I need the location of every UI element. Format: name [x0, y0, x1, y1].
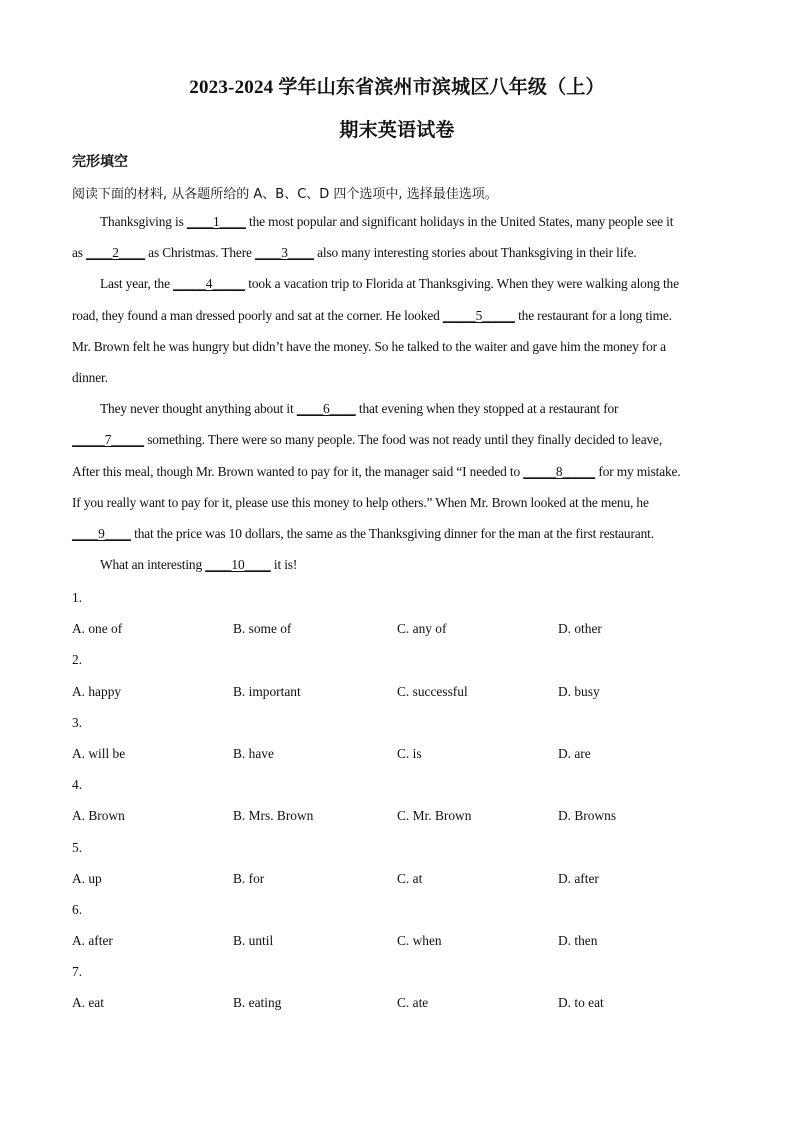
- option-b[interactable]: B. eating: [233, 995, 282, 1011]
- option-a[interactable]: A. happy: [72, 683, 122, 699]
- question-number: 7.: [72, 964, 83, 980]
- passage-text: the restaurant for a long time.: [514, 307, 672, 323]
- question-1: [72, 582, 732, 644]
- option-c[interactable]: C. successful: [397, 683, 468, 699]
- passage-line: [72, 237, 718, 268]
- passage-text: the most popular and significant holidays in the United States, many people see it: [245, 214, 674, 229]
- passage-text: took a vacation trip to Florida at Thanksgiving. When they were walking along the: [245, 276, 679, 292]
- option-c[interactable]: C. when: [397, 933, 442, 949]
- option-b[interactable]: B. have: [233, 745, 274, 761]
- option-b[interactable]: B. until: [233, 933, 274, 949]
- blank-7: _____7_____: [72, 432, 144, 448]
- section-heading: 完形填空: [72, 154, 128, 170]
- option-row: [72, 863, 732, 894]
- passage-line: [72, 456, 718, 487]
- option-a[interactable]: A. up: [72, 870, 102, 886]
- question-number: 6.: [72, 901, 83, 917]
- blank-4: _____4_____: [173, 276, 246, 292]
- question-number: 4.: [72, 777, 83, 793]
- blank-10: ____10____: [205, 557, 271, 573]
- option-d[interactable]: D. then: [558, 933, 598, 949]
- option-b[interactable]: B. some of: [233, 621, 292, 637]
- question-number: 1.: [72, 590, 83, 605]
- option-c[interactable]: C. ate: [397, 995, 429, 1011]
- option-c[interactable]: C. is: [397, 745, 422, 761]
- passage-text: Last year, the: [100, 276, 174, 292]
- passage-line: [72, 268, 718, 299]
- passage-line: [72, 549, 718, 580]
- question-7: [72, 956, 732, 1018]
- instruction-text: 阅读下面的材料, 从各题所给的 A、B、C、D 四个选项中, 选择最佳选项。: [72, 187, 498, 202]
- passage-line: [72, 206, 718, 237]
- option-row: [72, 925, 732, 956]
- passage-text: road, they found a man dressed poorly and sat at the corner. He looked: [72, 307, 443, 323]
- blank-5: _____5_____: [442, 307, 515, 323]
- exam-title: 2023-2024 学年山东省滨州市滨城区八年级（上）: [189, 77, 605, 98]
- question-6: [72, 894, 732, 956]
- passage-line: dinner.: [72, 370, 108, 386]
- passage-line: [72, 518, 718, 549]
- blank-9: ____9____: [72, 526, 131, 542]
- option-d[interactable]: D. busy: [558, 683, 600, 699]
- option-c[interactable]: C. Mr. Brown: [397, 808, 472, 824]
- option-d[interactable]: D. are: [558, 745, 591, 761]
- option-a[interactable]: A. Brown: [72, 808, 125, 824]
- question-5: [72, 832, 732, 894]
- option-d[interactable]: D. Browns: [558, 808, 617, 824]
- option-row: [72, 676, 732, 707]
- passage-text: Thanksgiving is: [100, 214, 187, 229]
- passage-text: it is!: [270, 557, 298, 573]
- option-d[interactable]: D. to eat: [558, 995, 604, 1011]
- passage-text: After this meal, though Mr. Brown wanted to pay for it, the manager said “I needed to: [72, 463, 524, 479]
- passage-text: also many interesting stories about Thanksgiving in their life.: [313, 245, 637, 261]
- option-a[interactable]: A. eat: [72, 995, 104, 1011]
- option-d[interactable]: D. after: [558, 870, 599, 886]
- question-2: [72, 644, 732, 706]
- blank-8: _____8_____: [523, 463, 596, 479]
- option-a[interactable]: A. will be: [72, 745, 126, 761]
- passage-line: Mr. Brown felt he was hungry but didn’t have the money. So he talked to the waiter and gave him the money for a: [72, 338, 666, 354]
- exam-subtitle: 期末英语试卷: [339, 120, 455, 141]
- passage-text: What an interesting: [100, 557, 206, 573]
- passage-line: [72, 424, 718, 455]
- question-4: [72, 769, 732, 831]
- cloze-passage: [72, 206, 718, 580]
- option-row: [72, 987, 732, 1018]
- question-3: [72, 707, 732, 769]
- passage-text: as: [72, 245, 87, 261]
- option-b[interactable]: B. Mrs. Brown: [233, 808, 314, 824]
- question-number: 5.: [72, 839, 83, 855]
- passage-text: that the price was 10 dollars, the same as the Thanksgiving dinner for the man at the first restaurant.: [130, 526, 654, 542]
- blank-2: ____2____: [86, 245, 145, 261]
- passage-text: for my mistake.: [595, 463, 681, 479]
- question-list: [72, 582, 732, 1019]
- question-number: 3.: [72, 714, 83, 730]
- option-a[interactable]: A. one of: [72, 621, 123, 637]
- passage-line: [72, 300, 718, 331]
- question-number: 2.: [72, 652, 83, 668]
- passage-text: as Christmas. There: [144, 245, 256, 261]
- option-c[interactable]: C. at: [397, 870, 423, 886]
- passage-text: They never thought anything about it: [100, 401, 297, 417]
- option-c[interactable]: C. any of: [397, 621, 447, 637]
- passage-line: If you really want to pay for it, please use this money to help others.” When Mr. Brown looked at the menu, he: [72, 494, 649, 510]
- option-b[interactable]: B. important: [233, 683, 301, 699]
- option-row: [72, 800, 732, 831]
- option-a[interactable]: A. after: [72, 933, 113, 949]
- passage-text: that evening when they stopped at a restaurant for: [355, 401, 619, 417]
- blank-1: ____1____: [186, 214, 246, 229]
- passage-text: something. There were so many people. The food was not ready until they finally decided to leave,: [144, 432, 663, 448]
- blank-6: ____6____: [296, 401, 356, 417]
- option-row: [72, 738, 732, 769]
- option-d[interactable]: D. other: [558, 621, 602, 637]
- option-row: [72, 613, 732, 644]
- passage-line: [72, 393, 718, 424]
- blank-3: ____3____: [255, 245, 314, 261]
- option-b[interactable]: B. for: [233, 870, 265, 886]
